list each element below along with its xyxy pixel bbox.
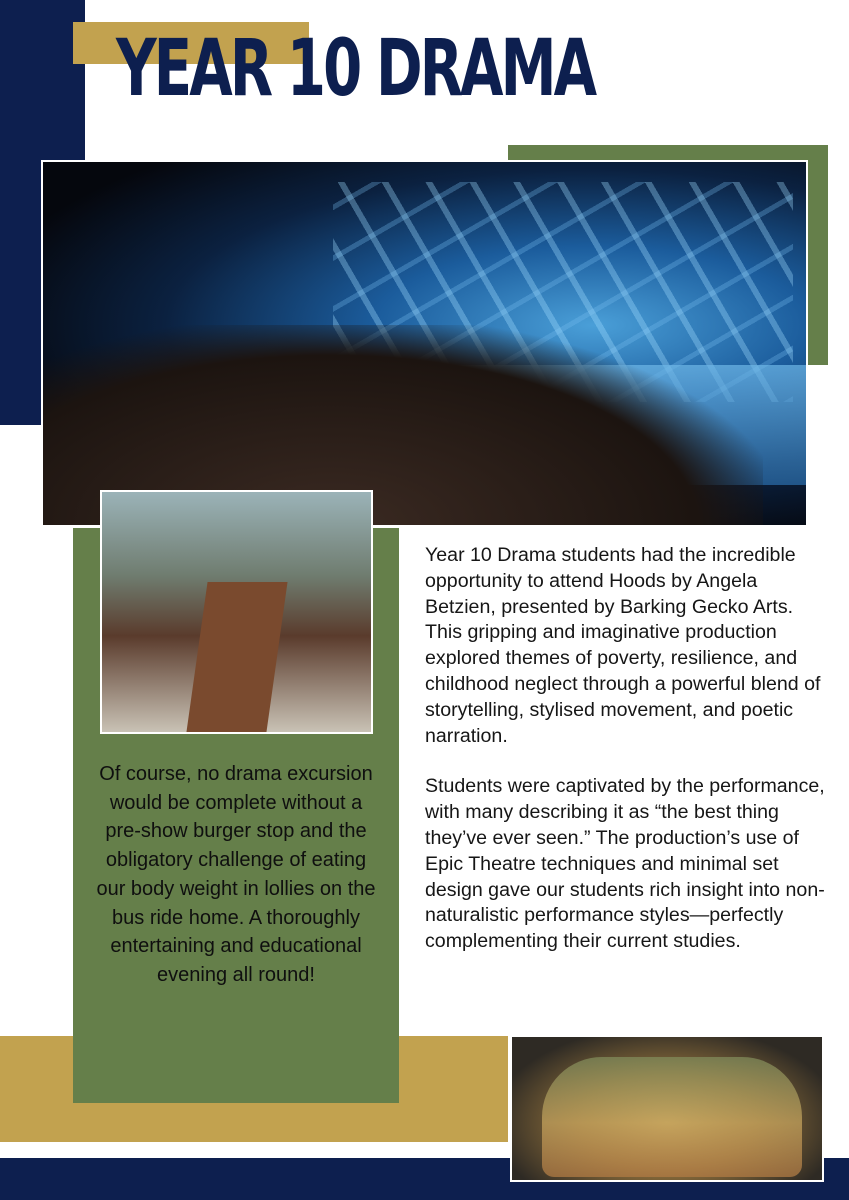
article-body xyxy=(425,543,830,980)
restaurant-table xyxy=(186,582,287,732)
page-title: YEAR 10 DRAMA xyxy=(116,24,595,114)
restaurant-photo xyxy=(100,490,373,734)
car-artwork-image xyxy=(510,1035,824,1182)
stage-photo xyxy=(41,160,808,527)
article-paragraph-2: Students were captivated by the performance, with many describing it as “the best thing they’ve ever seen.” The production’s use of Epic Theatre techniques and minimal set design gave our students rich insight into non-naturalistic performance styles—perfectly complementing their current studies. xyxy=(425,775,825,953)
car-illustration xyxy=(542,1057,802,1177)
article-paragraph-1: Year 10 Drama students had the incredible opportunity to attend Hoods by Angela Betzien, presented by Barking Gecko Arts. This gripping and imaginative production explored themes of poverty, resilience, and childhood neglect through a powerful blend of storytelling, stylised movement, and poetic narration. xyxy=(425,544,821,747)
photo-caption: Of course, no drama excursion would be complete without a pre-show burger stop and the obligatory challenge of eating our body weight in lollies on the bus ride home. A thoroughly entertaining and educational evening all round! xyxy=(96,763,376,986)
